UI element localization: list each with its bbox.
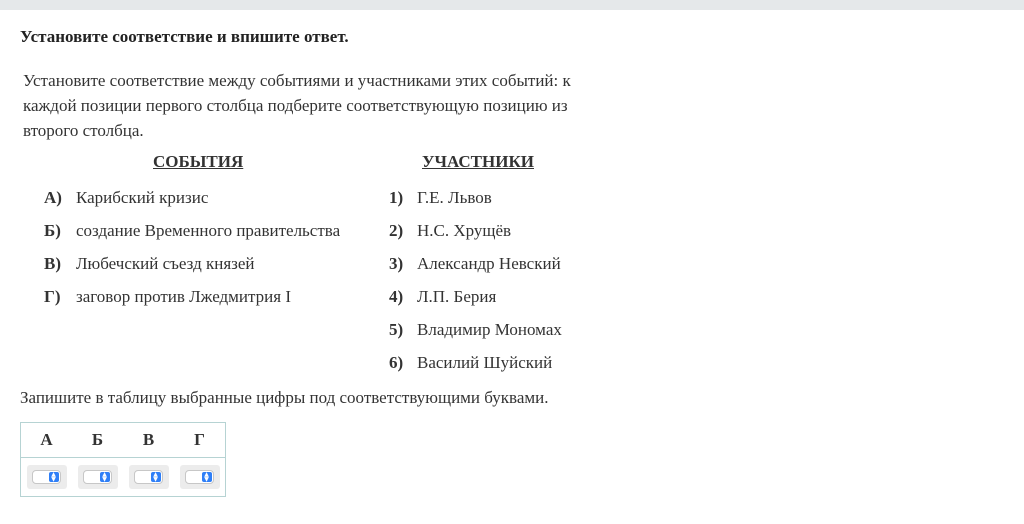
participant-number: 6) — [389, 353, 404, 372]
select-arrows-icon[interactable]: ▲ ▼ — [151, 472, 161, 482]
participant-number: 2) — [389, 221, 404, 240]
event-letter: Б) — [44, 221, 61, 240]
event-text: Любечский съезд князей — [76, 254, 255, 273]
answer-cell-a — [21, 458, 73, 497]
participant-number: 4) — [389, 287, 404, 306]
select-box[interactable] — [185, 470, 214, 484]
answer-cell-g — [174, 458, 226, 497]
answer-header-b: Б — [72, 423, 123, 458]
answer-select-a[interactable] — [27, 465, 67, 489]
participant-text: Н.С. Хрущёв — [417, 221, 512, 240]
participant-number: 3) — [389, 254, 404, 273]
event-text: Карибский кризис — [76, 188, 209, 207]
select-arrows-icon[interactable]: ▲ ▼ — [100, 472, 110, 482]
participant-text: Г.Е. Львов — [417, 188, 492, 207]
answer-header-g: Г — [174, 423, 226, 458]
answer-select-b[interactable] — [78, 465, 118, 489]
event-letter: Г) — [44, 287, 61, 306]
answer-select-v[interactable] — [129, 465, 169, 489]
event-letter: В) — [44, 254, 61, 273]
top-bar — [0, 0, 1024, 10]
participant-text: Владимир Мономах — [417, 320, 562, 339]
events-column-title: СОБЫТИЯ — [153, 152, 244, 171]
answer-instruction: Запишите в таблицу выбранные цифры под соответствующими буквами. — [20, 388, 549, 407]
event-text: заговор против Лжедмитрия I — [76, 287, 291, 306]
select-arrows-icon[interactable]: ▲ ▼ — [49, 472, 59, 482]
task-instruction: Установите соответствие между событиями и участниками этих событий: к каждой позиции первого столбца подберите соответствующую позицию из второго столбца. — [23, 71, 571, 140]
answer-cell-b — [72, 458, 123, 497]
participant-number: 1) — [389, 188, 404, 207]
answer-select-g[interactable] — [180, 465, 220, 489]
select-box[interactable] — [134, 470, 163, 484]
event-text: создание Временного правительства — [76, 221, 341, 240]
answer-header-a: А — [21, 423, 73, 458]
participant-text: Александр Невский — [417, 254, 561, 273]
participant-text: Л.П. Берия — [417, 287, 497, 306]
select-arrows-icon[interactable]: ▲ ▼ — [202, 472, 212, 482]
answer-table — [20, 422, 226, 497]
task-heading: Установите соответствие и впишите ответ. — [20, 27, 349, 46]
participants-column-title: УЧАСТНИКИ — [422, 152, 534, 171]
select-box[interactable] — [32, 470, 61, 484]
answer-cell-v — [123, 458, 174, 497]
select-box[interactable] — [83, 470, 112, 484]
participant-text: Василий Шуйский — [417, 353, 553, 372]
answer-header-v: В — [123, 423, 174, 458]
participant-number: 5) — [389, 320, 404, 339]
event-letter: А) — [44, 188, 62, 207]
